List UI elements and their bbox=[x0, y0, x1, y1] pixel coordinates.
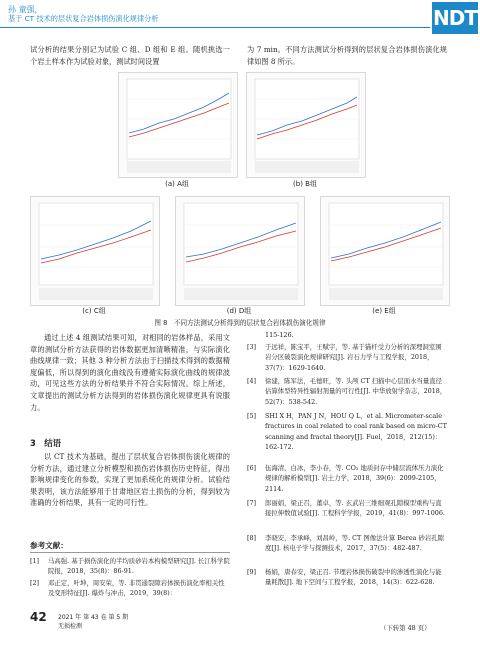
footer-issue: 2021 年 第 43 卷 第 5 期 bbox=[58, 614, 129, 621]
body-paragraph-2: 以 CT 技术为基础，提出了层状复合岩体损伤演化规律的分析方法，通过建立分析模型和损伤岩体损伤历史特征，得出影响规律变化的参数，实现了更加系统化的规律分析。试验结果表明，该方法能够用于甘肃地区岩土损伤的分析，得到较为准确的分析结果，具有一定的可行性。 bbox=[30, 452, 230, 508]
reference-text: 徐建，陈军法，毛德旺，等. 头颅 CT 扫描中心层面水当量直径估算体型特异性辐射剂量的可行性[J]. 中华放射学杂志，2018，52(7)：538-542. bbox=[265, 377, 447, 406]
references-rule bbox=[30, 552, 230, 553]
continued-note: （下转第 48 页） bbox=[380, 624, 431, 632]
intro-left: 试分析的结果分别记为试验 C 组、D 组和 E 组。随机挑选一个岩土样本作为试验对象，测试时间设置 bbox=[30, 45, 230, 66]
figure-c bbox=[30, 196, 160, 306]
reference-text: 李晓安，李承峰，刘昌岭，等. CT 图像法计算 Berea 砂岩孔隙度[J]. 核电子学与探测技术，2017，37(5)：482-487. bbox=[265, 534, 445, 553]
header-author: 孙 童强， bbox=[8, 5, 43, 14]
reference-text: 马高强. 基于损伤演化的半均质砂岩本构模型研究[J]. 长江科学院院报，2018，35(8)：86-91. bbox=[48, 557, 230, 576]
figure-b-plot bbox=[247, 73, 365, 177]
reference-item bbox=[247, 411, 447, 453]
reference-text: 于远祥，陈宝平，王赋宇，等. 基于锚杆受力分析的深埋洞室围岩分区破裂演化规律研究[J]. 岩石力学与工程学报，2018，37(7)：1629-1640. bbox=[265, 343, 442, 372]
figure-b bbox=[246, 72, 366, 178]
reference-item bbox=[30, 578, 230, 599]
reference-item bbox=[247, 498, 447, 519]
reference-item bbox=[247, 376, 447, 407]
header-rule bbox=[0, 27, 430, 28]
section-title: 3 结语 bbox=[30, 438, 61, 448]
figure-d bbox=[175, 196, 305, 306]
header-title: 基于 CT 技术的层状复合岩体损伤演化规律分析 bbox=[8, 14, 159, 23]
reference-item bbox=[247, 567, 447, 588]
reference-number: [4] bbox=[247, 377, 257, 385]
reference-text: 郎丽娟，梁正召，董卓，等. 玄武岩三维细观孔隙模型重构与直接拉伸数值试验[J]. 工程科学学报，2019，41(8)：997-1006. bbox=[265, 499, 445, 518]
figure-d-label: (d) D组 bbox=[226, 307, 252, 315]
figure-b-label: (b) B组 bbox=[293, 180, 317, 188]
intro-right: 为 7 min。不同方法测试分析得到的层状复合岩体损伤演化规律如图 8 所示。 bbox=[247, 45, 447, 66]
reference-text: 邓正定，叶坤，周安荣，等. 非贯通裂隙岩体损伤演化率相关性及变形特征[J]. 爆炸与冲击，2019，39(8)： bbox=[48, 579, 225, 598]
figure-e-label: (e) E组 bbox=[372, 307, 396, 315]
reference-number: [3] bbox=[247, 343, 257, 351]
body-paragraph-1: 通过上述 4 组测试结果可知，对相同的岩体样品，采用文章的测试分析方法获得的岩体数据更加清晰精准，与实际演化曲线规律一致；其他 3 种分析方法由于扫描技术得到的数据精度偏低，所以得到的演化曲线没有遵循实际演化曲线的规律波动，可见这些方法的分析结果并不符合实际情况。综上所述，文章提出的测试分析方法得到的岩体损伤演化规律更具有说服力。 bbox=[30, 333, 230, 412]
reference-number: [2] bbox=[30, 579, 40, 587]
reference-text: SHI X H，PAN J N，HOU Q L，et al. Micrometer-scale fractures in coal related to coal rank based on micro-CT scanning and fractal theory[J]. Fuel，2018，212(15)：162-172. bbox=[265, 412, 447, 452]
footer-journal: 无损检测 bbox=[58, 623, 83, 630]
reference-item bbox=[30, 556, 230, 577]
reference-number: [7] bbox=[247, 499, 257, 507]
reference-item bbox=[247, 533, 447, 554]
figure-e bbox=[320, 196, 450, 306]
reference-item bbox=[247, 463, 447, 494]
figure-c-plot bbox=[31, 197, 159, 305]
figure-caption: 图 8 不同方法测试分析得到的层状复合岩体损伤演化规律 bbox=[154, 319, 326, 327]
reference-item bbox=[247, 342, 447, 373]
reference-number: [1] bbox=[30, 557, 40, 565]
figure-a-label: (a) A组 bbox=[165, 180, 189, 188]
reference-number: [8] bbox=[247, 534, 257, 542]
reference-text: 杨娟，唐春安，梁正召. 节理岩体损伤破裂中的渗透性演化与能量耗散[J]. 地下空间与工程学报，2018，14(3)：622-628. bbox=[265, 568, 442, 587]
page-number: 42 bbox=[30, 610, 47, 624]
reference-number: [5] bbox=[247, 412, 257, 420]
figure-e-plot bbox=[321, 197, 449, 305]
figure-a bbox=[118, 72, 238, 178]
figure-a-plot bbox=[119, 73, 237, 177]
page-header bbox=[0, 0, 480, 30]
reference-continuation: 115-126. bbox=[265, 331, 294, 339]
reference-number: [6] bbox=[247, 464, 257, 472]
reference-number: [9] bbox=[247, 568, 257, 576]
journal-logo: NDT bbox=[432, 2, 478, 34]
reference-text: 伍海清，白冰，李小春，等. CO₂ 地质封存中储层流体压力演化规律的解析模型[J]. 岩土力学，2018，39(6)：2099-2105，2114. bbox=[265, 464, 444, 493]
figure-c-label: (c) C组 bbox=[82, 307, 106, 315]
figure-d-plot bbox=[176, 197, 304, 305]
references-title: 参考文献： bbox=[30, 541, 68, 550]
